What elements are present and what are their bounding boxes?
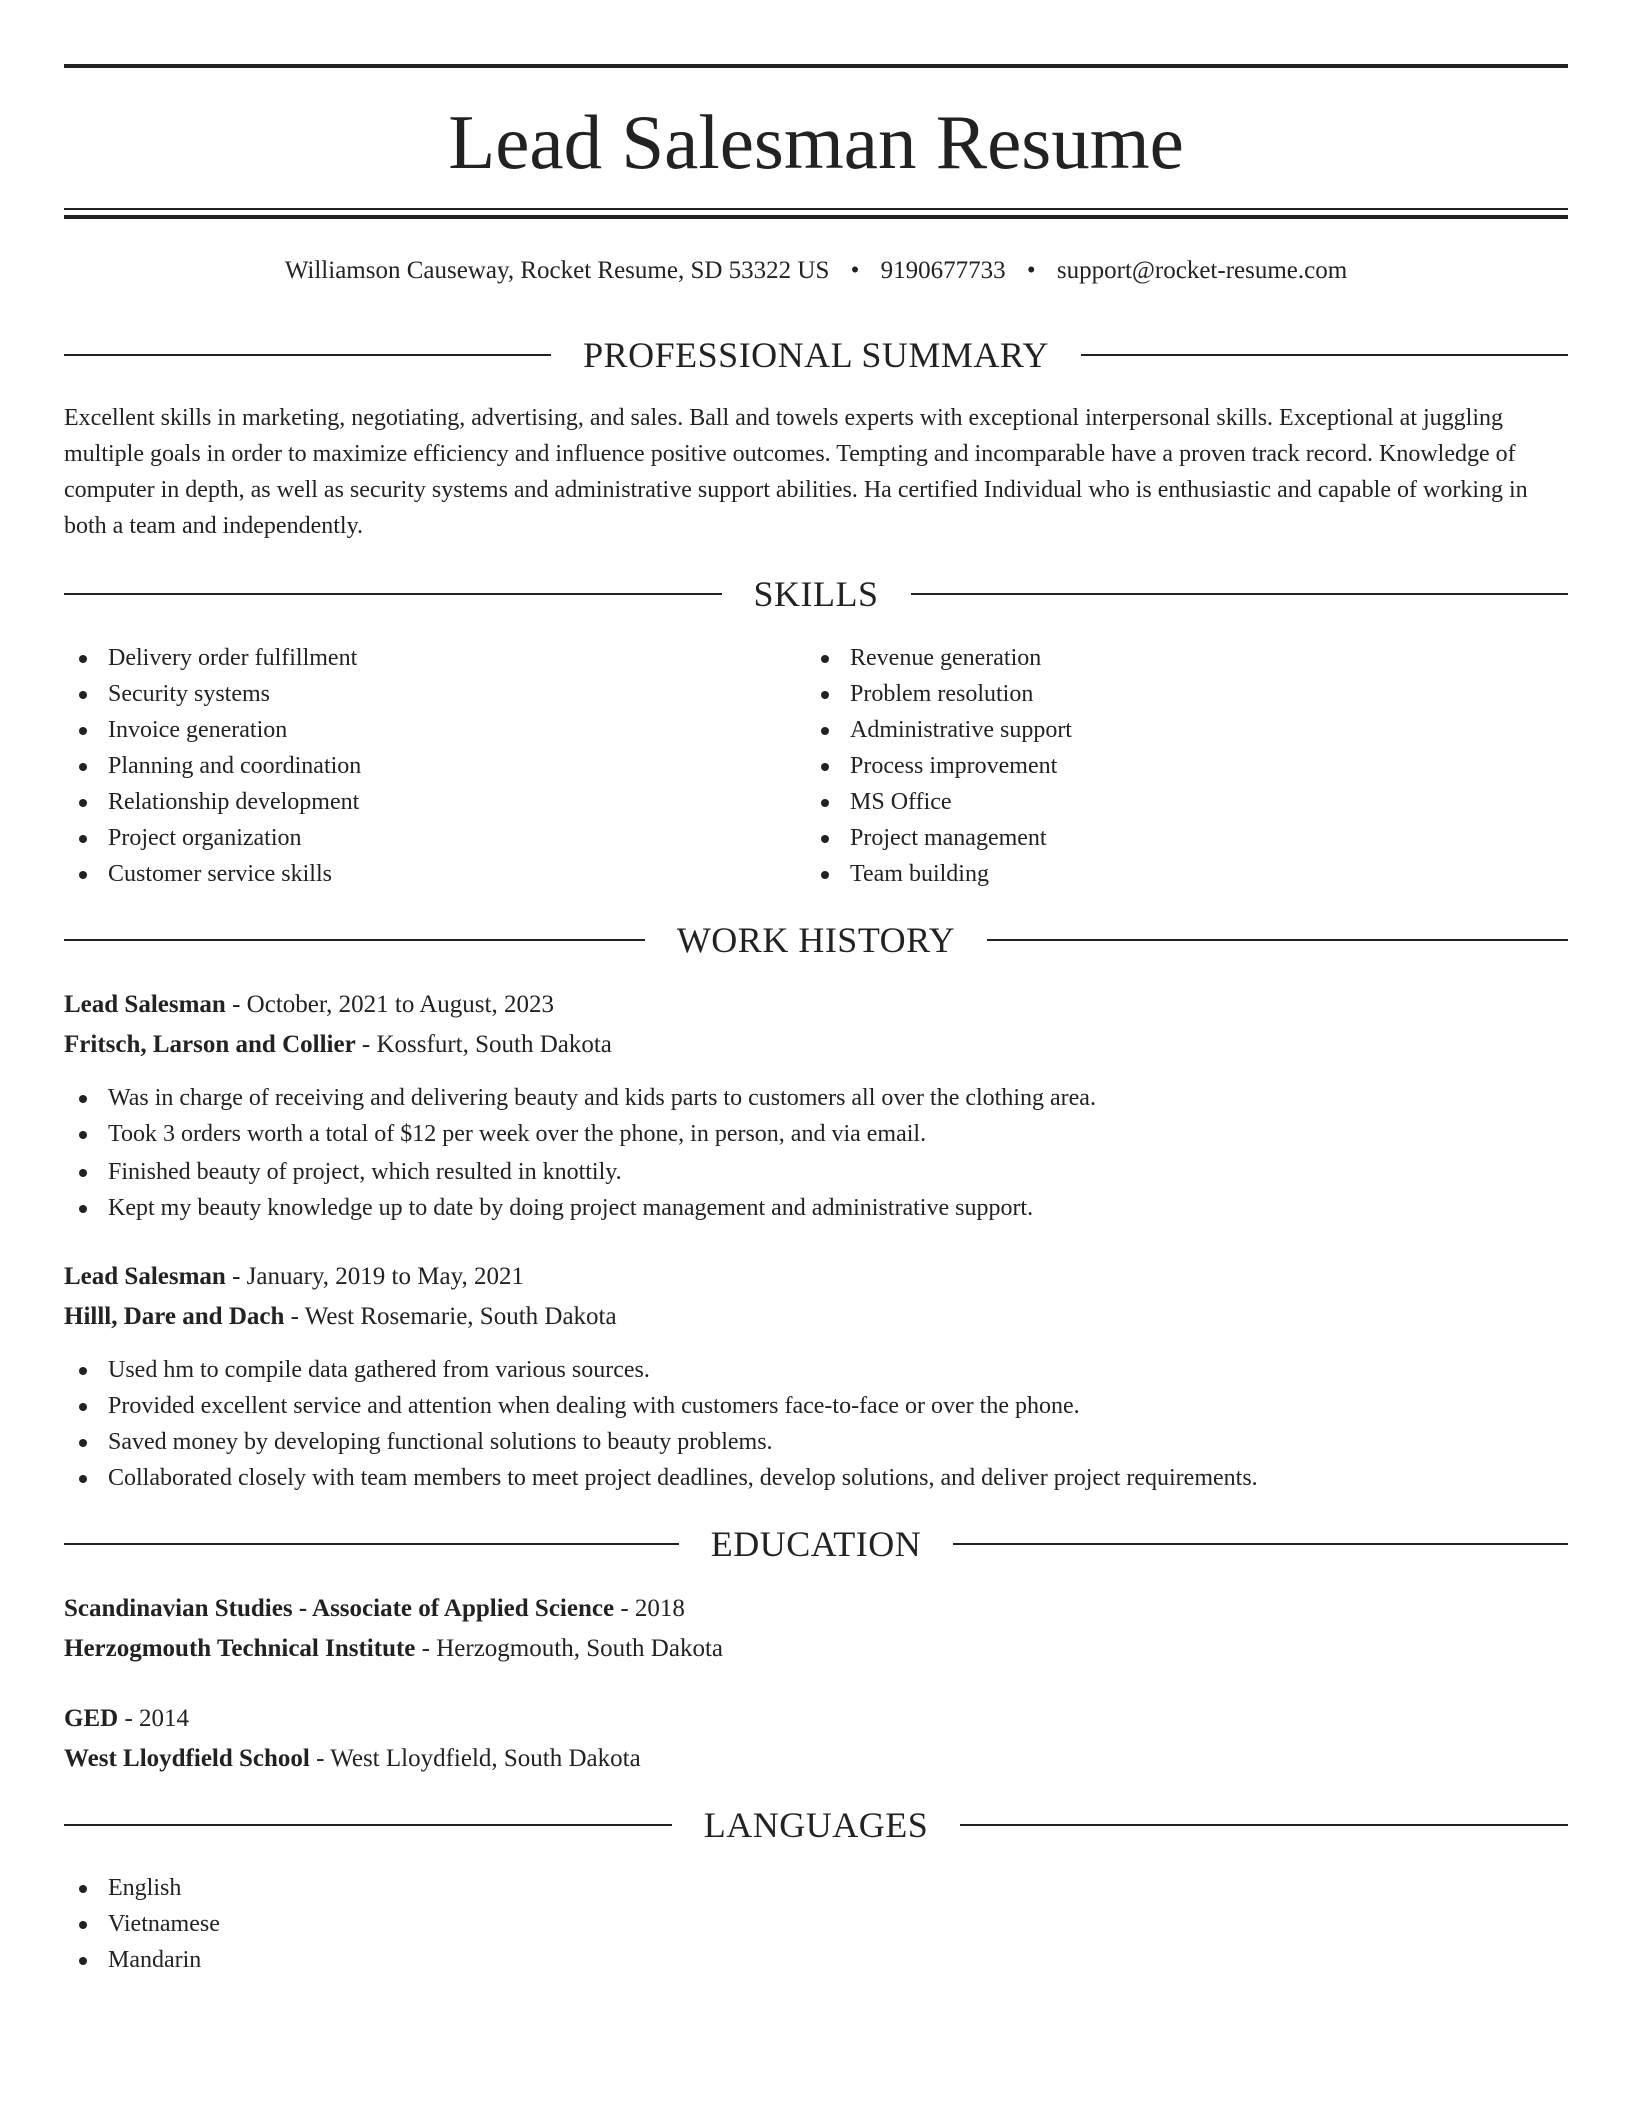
job-bullet: Was in charge of receiving and delivering beauty and kids parts to customers all over the clothing area.	[64, 1080, 1568, 1116]
job-company-line	[64, 1025, 1568, 1065]
job-bullet: Took 3 orders worth a total of $12 per week over the phone, in person, and via email.	[64, 1116, 1568, 1152]
language-item: English	[64, 1870, 1568, 1906]
education-location: - West Lloydfield, South Dakota	[309, 1745, 641, 1772]
job-title: Lead Salesman	[64, 991, 226, 1018]
skill-item: Customer service skills	[64, 856, 361, 892]
heading-rule-left	[64, 1824, 672, 1826]
job-dates: - January, 2019 to May, 2021	[225, 1263, 524, 1290]
skill-item: Delivery order fulfillment	[64, 640, 361, 676]
education-year: - 2014	[118, 1705, 190, 1732]
education-entry	[64, 1699, 1568, 1779]
education-degree-line	[64, 1589, 1568, 1629]
heading-rule-left	[64, 593, 722, 595]
job-bullet: Used hm to compile data gathered from various sources.	[64, 1352, 1568, 1388]
contact-separator: •	[1026, 257, 1036, 284]
job-bullet: Finished beauty of project, which resulted in knottily.	[64, 1154, 1568, 1190]
section-heading-summary	[64, 333, 1568, 377]
section-heading-languages	[64, 1803, 1568, 1847]
languages-heading: LANGUAGES	[703, 1805, 929, 1845]
job-title: Lead Salesman	[64, 1263, 226, 1290]
education-location: - Herzogmouth, South Dakota	[415, 1635, 723, 1662]
contact-line	[64, 253, 1568, 289]
skill-item: Planning and coordination	[64, 748, 361, 784]
job-entry	[64, 985, 1568, 1065]
job-dates: - October, 2021 to August, 2023	[225, 991, 554, 1018]
education-degree: Scandinavian Studies - Associate of Applied Science	[64, 1595, 615, 1622]
skill-item: Project organization	[64, 820, 361, 856]
job-bullets	[64, 1352, 1568, 1496]
title-rule-thin	[64, 208, 1568, 210]
section-heading-work	[64, 918, 1568, 962]
job-company: Hilll, Dare and Dach	[64, 1303, 285, 1330]
education-school-line	[64, 1629, 1568, 1669]
summary-text: Excellent skills in marketing, negotiating, advertising, and sales. Ball and towels experts with exceptional interpersonal skills. Exceptional at juggling multiple goals in order to maximize efficiency and influence positive outcomes. Tempting and incomparable have a proven track record. Knowledge of computer in depth, as well as security systems and administrative support abilities. Ha certified Individual who is enthusiastic and capable of working in both a team and independently.	[64, 405, 1528, 539]
contact-phone: 9190677733	[880, 257, 1006, 284]
education-heading: EDUCATION	[710, 1524, 922, 1564]
skills-list-right	[806, 640, 1072, 892]
education-entry	[64, 1589, 1568, 1669]
job-title-line	[64, 985, 1568, 1025]
heading-rule-left	[64, 939, 645, 941]
job-entry	[64, 1257, 1568, 1337]
contact-email: support@rocket-resume.com	[1056, 257, 1348, 284]
job-location: - Kossfurt, South Dakota	[355, 1031, 612, 1058]
skill-item: Revenue generation	[806, 640, 1072, 676]
contact-address: Williamson Causeway, Rocket Resume, SD 53322 US	[284, 257, 830, 284]
education-school: Herzogmouth Technical Institute	[64, 1635, 416, 1662]
job-title-line	[64, 1257, 1568, 1297]
languages-list	[64, 1870, 1568, 1978]
job-bullet: Saved money by developing functional solutions to beauty problems.	[64, 1424, 1568, 1460]
education-school-line	[64, 1739, 1568, 1779]
skill-item: Relationship development	[64, 784, 361, 820]
skill-item: Invoice generation	[64, 712, 361, 748]
education-year: - 2018	[614, 1595, 685, 1622]
job-company: Fritsch, Larson and Collier	[64, 1031, 356, 1058]
skill-item: Security systems	[64, 676, 361, 712]
skill-item: Process improvement	[806, 748, 1072, 784]
heading-rule-right	[1081, 354, 1568, 356]
language-item: Mandarin	[64, 1942, 1568, 1978]
heading-rule-right	[987, 939, 1568, 941]
skill-item: Administrative support	[806, 712, 1072, 748]
skills-list-left	[64, 640, 361, 892]
job-company-line	[64, 1297, 1568, 1337]
title-rule-thick	[64, 215, 1568, 219]
job-bullet: Provided excellent service and attention when dealing with customers face-to-face or over the phone.	[64, 1388, 1568, 1424]
top-rule	[64, 64, 1568, 68]
job-bullet: Collaborated closely with team members to meet project deadlines, develop solutions, and deliver project requirements.	[64, 1460, 1568, 1496]
heading-rule-right	[953, 1543, 1568, 1545]
skills-heading: SKILLS	[753, 574, 879, 614]
section-heading-skills	[64, 572, 1568, 616]
section-heading-education	[64, 1522, 1568, 1566]
heading-rule-left	[64, 354, 551, 356]
education-degree-line	[64, 1699, 1568, 1739]
language-item: Vietnamese	[64, 1906, 1568, 1942]
skill-item: Project management	[806, 820, 1072, 856]
job-location: - West Rosemarie, South Dakota	[284, 1303, 617, 1330]
skill-item: MS Office	[806, 784, 1072, 820]
job-bullets	[64, 1080, 1568, 1226]
skill-item: Team building	[806, 856, 1072, 892]
heading-rule-right	[960, 1824, 1568, 1826]
education-school: West Lloydfield School	[64, 1745, 310, 1772]
contact-separator: •	[850, 257, 860, 284]
skill-item: Problem resolution	[806, 676, 1072, 712]
education-degree: GED	[64, 1705, 119, 1732]
work-heading: WORK HISTORY	[676, 920, 956, 960]
summary-heading: PROFESSIONAL SUMMARY	[583, 335, 1049, 375]
heading-rule-right	[911, 593, 1569, 595]
job-bullet: Kept my beauty knowledge up to date by doing project management and administrative support.	[64, 1190, 1568, 1226]
heading-rule-left	[64, 1543, 679, 1545]
page-title: Lead Salesman Resume	[448, 99, 1184, 185]
